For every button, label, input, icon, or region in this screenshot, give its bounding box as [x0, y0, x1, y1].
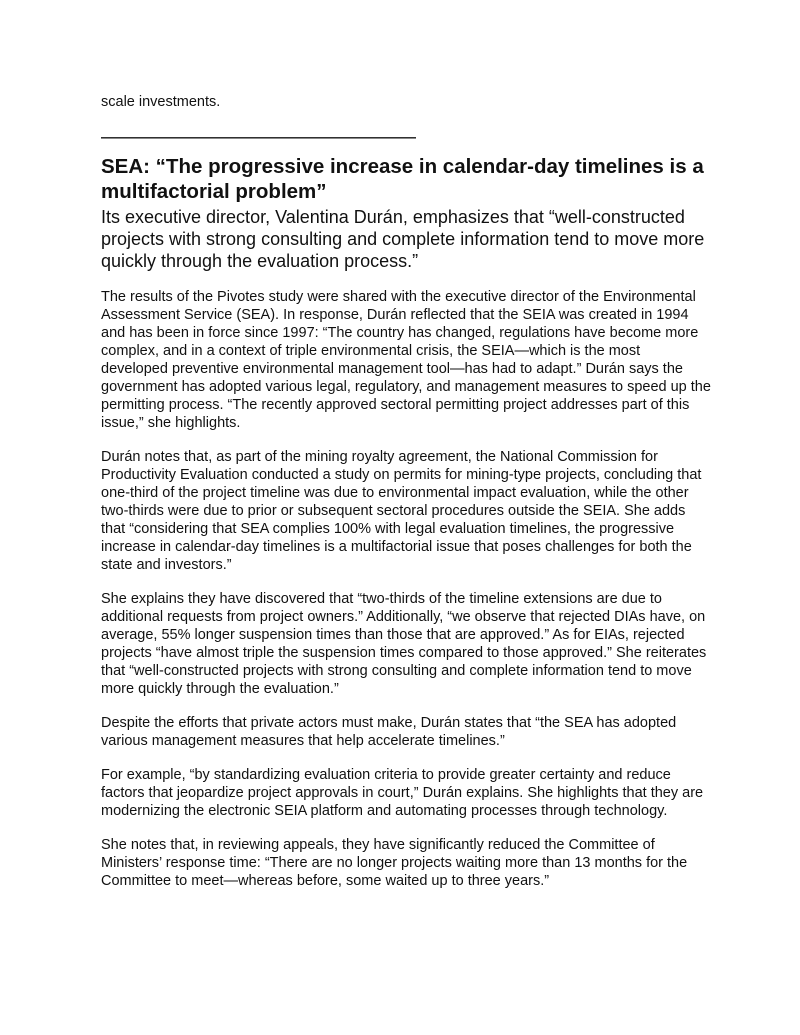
paragraph: The results of the Pivotes study were shared with the executive director of the Environmental Assessment Service (SEA). In response, Durán reflected that the SEIA was created in 1994 and has been in force since 1997: “The country has changed, regulations have become more complex, and in a context of triple environmental crisis, the SEIA—which is the most developed preventive environmental management tool—has had to adapt.” Durán says the government has adopted various legal, regulatory, and management measures to speed up the permitting process. “The recently approved sectoral permitting project addresses part of this issue,” she highlights. — [101, 289, 711, 431]
paragraph: For example, “by standardizing evaluation criteria to provide greater certainty and reduce factors that jeopardize project approvals in court,” Durán explains. She highlights that they are modernizing the electronic SEIA platform and automating processes through technology. — [101, 767, 704, 819]
lead-fragment: scale investments. — [101, 94, 221, 110]
section-divider: ——————————————— — [101, 125, 416, 148]
paragraph: She explains they have discovered that “two-thirds of the timeline extensions are due to additional requests from project owners.” Additionally, “we observe that rejected DIAs have, on average, 55% longer suspension times than those that are approved.” As for EIAs, rejected projects “have almost triple the suspension times compared to those approved.” She reiterates that “well-constructed projects with strong consulting and complete information tend to move more quickly through the evaluation.” — [101, 591, 707, 697]
paragraph: She notes that, in reviewing appeals, they have significantly reduced the Committee of Ministers’ response time: “There are no longer projects waiting more than 13 months for the Committee to meet—whereas before, some waited up to three years.” — [101, 837, 688, 889]
section-heading: SEA: “The progressive increase in calendar-day timelines is a multifactorial problem” — [101, 155, 704, 203]
paragraph: Durán notes that, as part of the mining royalty agreement, the National Commission for Productivity Evaluation conducted a study on permits for mining-type projects, concluding that one-third of the project timeline was due to environmental impact evaluation, while the other two-thirds were due to prior or subsequent sectoral procedures outside the SEIA. She adds that “considering that SEA complies 100% with legal evaluation timelines, the progressive increase in calendar-day timelines is a multifactorial issue that poses challenges for both the state and investors.” — [101, 449, 702, 573]
article-body — [101, 288, 711, 906]
paragraph: Despite the efforts that private actors must make, Durán states that “the SEA has adopted various management measures that help accelerate timelines.” — [101, 715, 677, 749]
section-subheading: Its executive director, Valentina Durán, emphasizes that “well-constructed projects with strong consulting and complete information tend to move more quickly through the evaluation process.” — [101, 207, 705, 271]
